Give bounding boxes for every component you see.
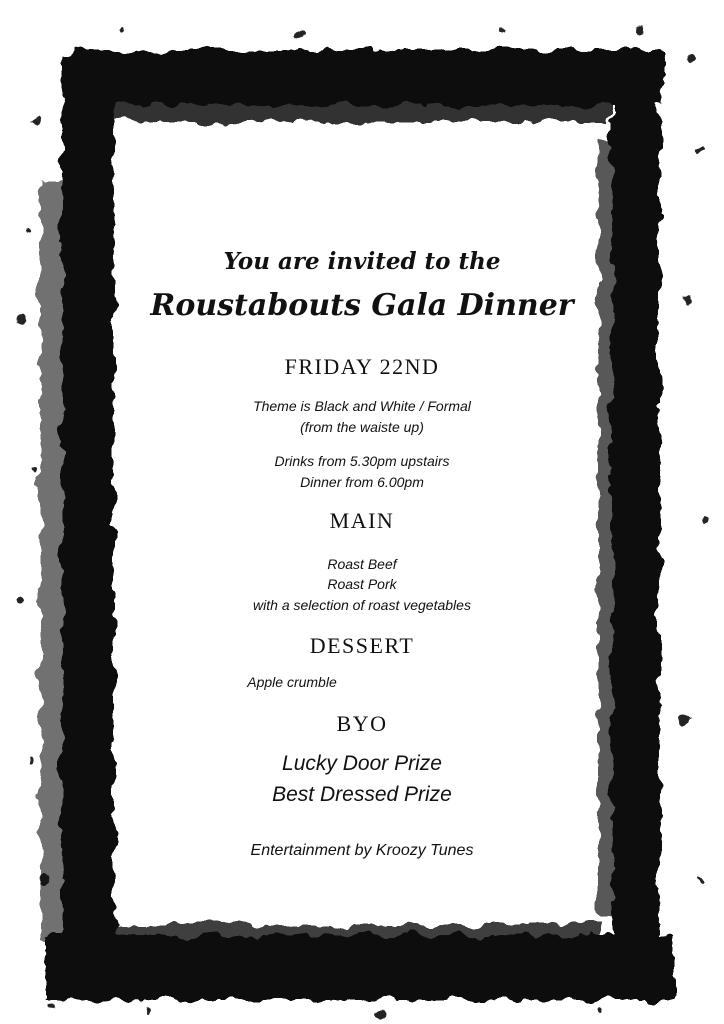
main-item: Roast Pork: [327, 576, 397, 592]
main-item: Roast Beef: [327, 556, 397, 572]
intro-line: You are invited to the: [223, 248, 501, 275]
byo-heading: BYO: [336, 711, 388, 736]
invitation-text-block: [120, 0, 604, 1024]
prize-item: Best Dressed Prize: [272, 783, 452, 806]
dessert-item: Apple crumble: [247, 674, 337, 690]
main-item: with a selection of roast vegetables: [253, 597, 471, 613]
event-title: Roustabouts Gala Dinner: [150, 288, 574, 323]
main-heading: MAIN: [329, 508, 395, 533]
theme-note: (from the waiste up): [300, 419, 424, 435]
dinner-time: Dinner from 6.00pm: [300, 474, 424, 490]
date-heading: FRIDAY 22ND: [284, 354, 440, 379]
entertainment-line: Entertainment by Kroozy Tunes: [250, 842, 474, 859]
dessert-heading: DESSERT: [309, 633, 415, 658]
theme-line: Theme is Black and White / Formal: [253, 398, 471, 414]
drinks-time: Drinks from 5.30pm upstairs: [274, 453, 450, 469]
prize-item: Lucky Door Prize: [282, 752, 442, 775]
